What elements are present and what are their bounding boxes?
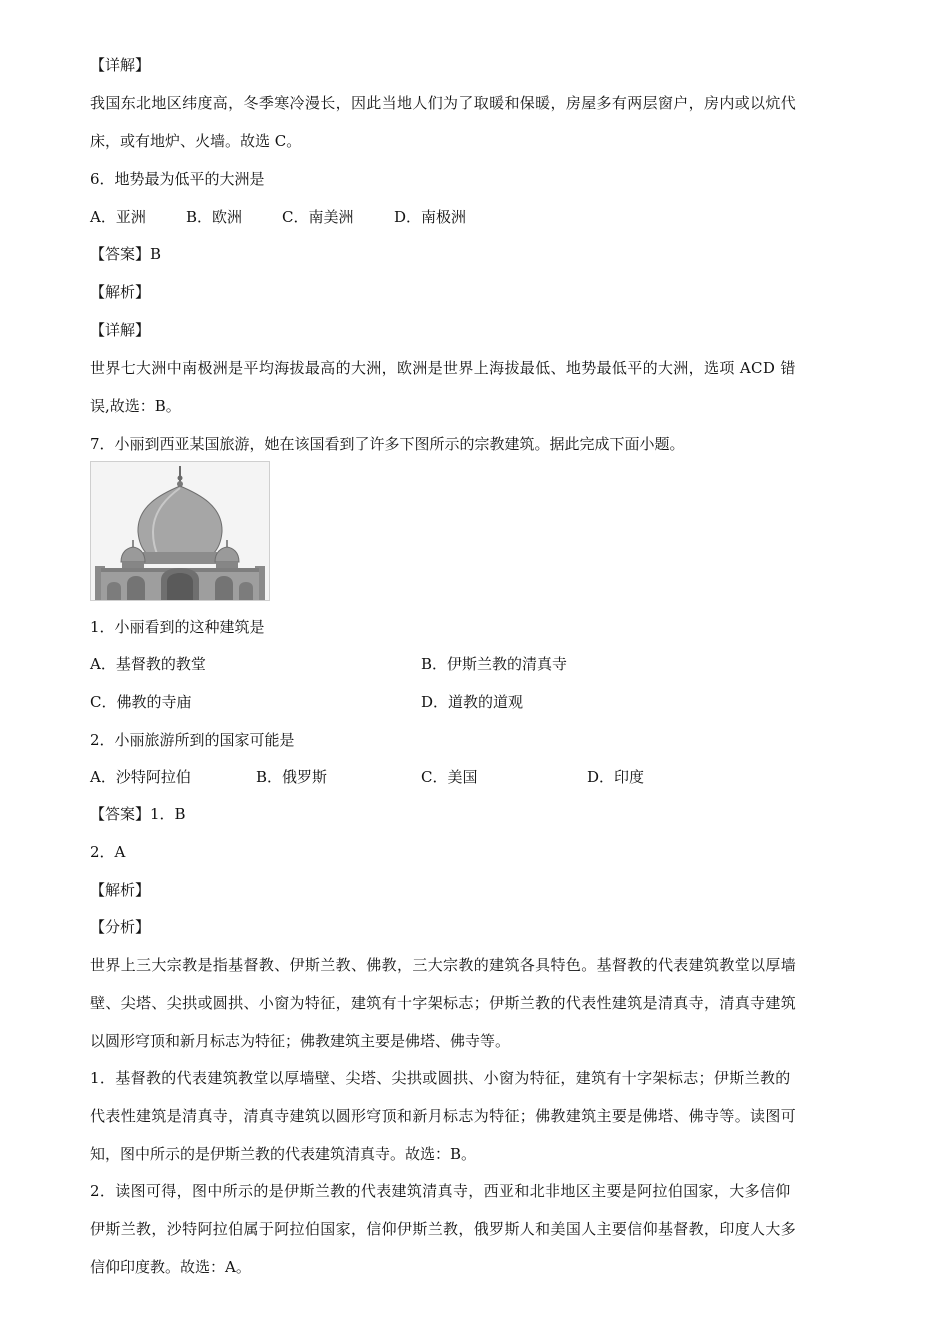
subquestion-1-stem: 1．小丽看到的这种建筑是 <box>90 618 265 636</box>
paragraph-line: 床，或有地炉、火墙。故选 C。 <box>90 132 302 150</box>
q7-2-option-c: C．美国 <box>421 768 478 786</box>
paragraph-line: 伊斯兰教，沙特阿拉伯属于阿拉伯国家，信仰伊斯兰教，俄罗斯人和美国人主要信仰基督教，印度人大多 <box>90 1220 797 1238</box>
paragraph-line: 世界上三大宗教是指基督教、伊斯兰教、佛教，三大宗教的建筑各具特色。基督教的代表建筑教堂以厚墙 <box>90 956 797 974</box>
q6-option-d: D．南极洲 <box>394 208 467 226</box>
answer-label: 【答案】1．B <box>90 805 186 823</box>
q7-2-option-d: D．印度 <box>587 768 645 786</box>
paragraph-line: 误,故选：B。 <box>90 397 181 415</box>
q6-option-b: B．欧洲 <box>186 208 243 226</box>
section-heading-breakdown: 【分析】 <box>90 918 151 936</box>
paragraph-line: 壁、尖塔、尖拱或圆拱、小窗为特征，建筑有十字架标志；伊斯兰教的代表性建筑是清真寺，清真寺建筑 <box>90 994 797 1012</box>
q7-1-option-d: D．道教的道观 <box>421 693 524 711</box>
section-heading-detail: 【详解】 <box>90 56 151 74</box>
q7-2-option-a: A．沙特阿拉伯 <box>90 768 191 786</box>
paragraph-line: 以圆形穹顶和新月标志为特征；佛教建筑主要是佛塔、佛寺等。 <box>90 1032 511 1050</box>
paragraph-line: 1．基督教的代表建筑教堂以厚墙壁、尖塔、尖拱或圆拱、小窗为特征，建筑有十字架标志；伊斯兰教的 <box>90 1069 791 1087</box>
subquestion-2-stem: 2．小丽旅游所到的国家可能是 <box>90 731 295 749</box>
paragraph-line: 2．读图可得，图中所示的是伊斯兰教的代表建筑清真寺，西亚和北非地区主要是阿拉伯国家，大多信仰 <box>90 1182 791 1200</box>
q6-option-a: A．亚洲 <box>90 208 146 226</box>
q7-1-option-a: A．基督教的教堂 <box>90 655 206 673</box>
paragraph-line: 代表性建筑是清真寺，清真寺建筑以圆形穹顶和新月标志为特征；佛教建筑主要是佛塔、佛寺等。读图可 <box>90 1107 797 1125</box>
section-heading-analysis: 【解析】 <box>90 881 151 899</box>
question-6-stem: 6．地势最为低平的大洲是 <box>90 170 265 188</box>
section-heading-analysis: 【解析】 <box>90 283 151 301</box>
question-7-stem: 7．小丽到西亚某国旅游，她在该国看到了许多下图所示的宗教建筑。据此完成下面小题。 <box>90 435 685 453</box>
q7-1-option-c: C．佛教的寺庙 <box>90 693 192 711</box>
q6-option-c: C．南美洲 <box>282 208 354 226</box>
answer-label: 【答案】B <box>90 245 162 263</box>
paragraph-line: 知，图中所示的是伊斯兰教的代表建筑清真寺。故选：B。 <box>90 1145 477 1163</box>
section-heading-detail: 【详解】 <box>90 321 151 339</box>
q7-1-option-b: B．伊斯兰教的清真寺 <box>421 655 568 673</box>
paragraph-line: 世界七大洲中南极洲是平均海拔最高的大洲，欧洲是世界上海拔最低、地势最低平的大洲，选项 ACD 错 <box>90 359 796 377</box>
q7-2-option-b: B．俄罗斯 <box>256 768 328 786</box>
mosque-photo <box>90 461 270 601</box>
mosque-illustration <box>91 462 269 600</box>
paragraph-line: 信仰印度教。故选：A。 <box>90 1258 251 1276</box>
answer-line: 2．A <box>90 843 126 861</box>
paragraph-line: 我国东北地区纬度高，冬季寒冷漫长，因此当地人们为了取暖和保暖，房屋多有两层窗户，房内或以炕代 <box>90 94 797 112</box>
